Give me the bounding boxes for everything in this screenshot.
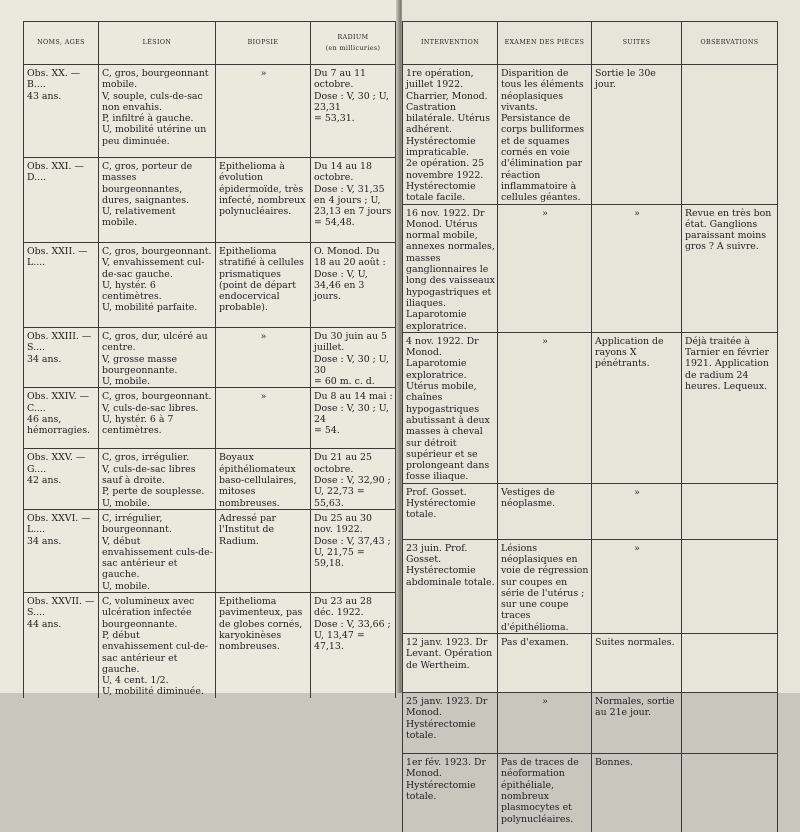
cell-examen: » xyxy=(498,332,592,483)
cell-nom: Obs. XXIV. — C.... 46 ans, hémorragies. xyxy=(24,388,99,449)
table-row xyxy=(24,243,396,328)
cell-biopsie: » xyxy=(216,388,311,449)
cell-intervention: 12 janv. 1923. Dr Levant. Opération de Wertheim. xyxy=(403,634,498,693)
cell-examen: Vestiges de néoplasme. xyxy=(498,483,592,539)
cell-suites: » xyxy=(592,539,682,633)
cell-lesion: C, irrégulier, bourgeonnant. V, début envahissement culs-de-sac antérieur et gauche. U, mobile. xyxy=(99,509,216,592)
cell-nom: Obs. XXVII. — S.... 44 ans. xyxy=(24,593,99,698)
cell-suites: Suites normales. xyxy=(592,634,682,693)
cell-biopsie: Boyaux épithéliomateux baso-cellulaires, mitoses nombreuses. xyxy=(216,449,311,509)
cell-intervention: 4 nov. 1922. Dr Monod. Laparotomie exploratrice. Utérus mobile, chaînes hypogastriques abutissant à deux masses à cheval sur détroit supérieur et se prolongeant dans fosse iliaque. xyxy=(403,332,498,483)
header-intervention: INTERVENTION xyxy=(403,22,498,65)
table-row xyxy=(403,754,778,832)
cell-lesion: C, gros, irrégulier. V, culs-de-sac libres sauf à droite. P, perte de souplesse. U, mobile. xyxy=(99,449,216,509)
table-row xyxy=(403,332,778,483)
cell-suites: » xyxy=(592,204,682,332)
cell-radium: Du 7 au 11 octobre. Dose : V, 30 ; U, 23,31 = 53,31. xyxy=(311,65,396,158)
table-row xyxy=(403,483,778,539)
cell-lesion: C, volumineux avec ulcération infectée bourgeonnante. P, début envahissement cul-de-sac antérieur et gauche. U, 4 cent. 1/2. U, mobilité diminuée. xyxy=(99,593,216,698)
table-row xyxy=(24,328,396,388)
cell-observations: Revue en très bon état. Ganglions paraissant moins gros ? A suivre. xyxy=(682,204,778,332)
cell-suites: Bonnes. xyxy=(592,754,682,832)
header-suites: SUITES xyxy=(592,22,682,65)
cell-observations xyxy=(682,754,778,832)
cell-intervention: 25 janv. 1923. Dr Monod. Hystérectomie totale. xyxy=(403,693,498,754)
cell-lesion: C, gros, bourgeonnant. V, culs-de-sac libres. U, hystér. 6 à 7 centimètres. xyxy=(99,388,216,449)
cell-examen: » xyxy=(498,693,592,754)
cell-biopsie: » xyxy=(216,65,311,158)
header-biopsie: BIOPSIE xyxy=(216,22,311,65)
cell-lesion: C, gros, dur, ulcéré au centre. V, grosse masse bourgeonnante. U, mobile. xyxy=(99,328,216,388)
cell-lesion: C, gros, porteur de masses bourgeonnantes, dures, saignantes. U, relativement mobile. xyxy=(99,158,216,243)
cell-biopsie: » xyxy=(216,328,311,388)
cell-biopsie: Adressé par l'Institut de Radium. xyxy=(216,509,311,592)
table-row xyxy=(24,158,396,243)
table-row xyxy=(24,449,396,509)
table-row xyxy=(24,509,396,592)
table-row xyxy=(24,593,396,698)
right-page xyxy=(402,0,800,825)
cell-nom: Obs. XXI. — D.... xyxy=(24,158,99,243)
cell-suites: Application de rayons X pénétrants. xyxy=(592,332,682,483)
left-table xyxy=(23,21,396,698)
cell-radium: Du 25 au 30 nov. 1922. Dose : V, 37,43 ; U, 21,75 = 59,18. xyxy=(311,509,396,592)
cell-nom: Obs. XXV. — G.... 42 ans. xyxy=(24,449,99,509)
header-lesion: LÉSION xyxy=(99,22,216,65)
cell-examen: » xyxy=(498,204,592,332)
cell-suites: Normales, sortie au 21e jour. xyxy=(592,693,682,754)
cell-intervention: 1er fév. 1923. Dr Monod. Hystérectomie totale. xyxy=(403,754,498,832)
cell-radium: Du 8 au 14 mai : Dose : V, 30 ; U, 24 = 54. xyxy=(311,388,396,449)
cell-observations: Déjà traitée à Tarnier en février 1921. Application de radium 24 heures. Lequeux. xyxy=(682,332,778,483)
cell-examen: Pas de traces de néoformation épithéliale, nombreux plasmocytes et polynucléaires. xyxy=(498,754,592,832)
cell-lesion: C, gros, bourgeonnant mobile. V, souple, culs-de-sac non envahis. P, infiltré à gauche. U, mobilité utérine un peu diminuée. xyxy=(99,65,216,158)
cell-radium: Du 23 au 28 déc. 1922. Dose : V, 33,66 ; U, 13,47 = 47,13. xyxy=(311,593,396,698)
cell-examen: Disparition de tous les éléments néoplasiques vivants. Persistance de corps bulliformes et de squames cornés en voie d'élimination par réaction inflammatoire à cellules géantes. xyxy=(498,65,592,205)
cell-intervention: Prof. Gosset. Hystérectomie totale. xyxy=(403,483,498,539)
cell-examen: Pas d'examen. xyxy=(498,634,592,693)
left-page xyxy=(0,0,398,698)
cell-intervention: 16 nov. 1922. Dr Monod. Utérus normal mobile, annexes normales, masses ganglionnaires le long des vaisseaux hypogastriques et iliaques. Laparotomie exploratrice. xyxy=(403,204,498,332)
cell-nom: Obs. XXVI. — L.... 34 ans. xyxy=(24,509,99,592)
table-row xyxy=(403,204,778,332)
cell-observations xyxy=(682,634,778,693)
cell-radium: O. Monod. Du 18 au 20 août : Dose : V, U, 34,46 en 3 jours. xyxy=(311,243,396,328)
table-row xyxy=(403,539,778,633)
cell-biopsie: Epithelioma pavimenteux, pas de globes cornés, karyokinèses nombreuses. xyxy=(216,593,311,698)
cell-suites: Sortie le 30e jour. xyxy=(592,65,682,205)
cell-biopsie: Epithelioma à évolution épidermoïde, très infecté, nombreux polynucléaires. xyxy=(216,158,311,243)
table-row xyxy=(24,388,396,449)
header-radium: RADIUM (en millicuries) xyxy=(311,22,396,65)
cell-intervention: 23 juin. Prof. Gosset. Hystérectomie abdominale totale. xyxy=(403,539,498,633)
cell-observations xyxy=(682,693,778,754)
cell-radium: Du 14 au 18 octobre. Dose : V, 31,35 en 4 jours ; U, 23,13 en 7 jours = 54,48. xyxy=(311,158,396,243)
cell-observations xyxy=(682,483,778,539)
cell-intervention: 1re opération, juillet 1922. Charrier, Monod. Castration bilatérale. Utérus adhérent. Hystérectomie impraticable. 2e opération. 25 novembre 1922. Hystérectomie totale facile. xyxy=(403,65,498,205)
cell-biopsie: Epithelioma stratifié à cellules prismatiques (point de départ endocervical probable). xyxy=(216,243,311,328)
header-examen: EXAMEN DES PIÈCES xyxy=(498,22,592,65)
cell-observations xyxy=(682,65,778,205)
header-observations: OBSERVATIONS xyxy=(682,22,778,65)
table-row xyxy=(403,693,778,754)
cell-lesion: C, gros, bourgeonnant. V, envahissement cul-de-sac gauche. U, hystér. 6 centimètres. U, mobilité parfaite. xyxy=(99,243,216,328)
cell-radium: Du 21 au 25 octobre. Dose : V, 32,90 ; U, 22,73 = 55,63. xyxy=(311,449,396,509)
cell-radium: Du 30 juin au 5 juillet. Dose : V, 30 ; U, 30 = 60 m. c. d. xyxy=(311,328,396,388)
cell-nom: Obs. XXII. — L.... xyxy=(24,243,99,328)
right-table xyxy=(402,21,778,832)
cell-suites: » xyxy=(592,483,682,539)
header-noms-ages: NOMS, AGES xyxy=(24,22,99,65)
cell-observations xyxy=(682,539,778,633)
cell-nom: Obs. XX. — B.... 43 ans. xyxy=(24,65,99,158)
cell-nom: Obs. XXIII. — S.... 34 ans. xyxy=(24,328,99,388)
table-row xyxy=(403,634,778,693)
table-row xyxy=(24,65,396,158)
cell-examen: Lésions néoplasiques en voie de régression sur coupes en série de l'utérus ; sur une coupe traces d'épithélioma. xyxy=(498,539,592,633)
table-row xyxy=(403,65,778,205)
